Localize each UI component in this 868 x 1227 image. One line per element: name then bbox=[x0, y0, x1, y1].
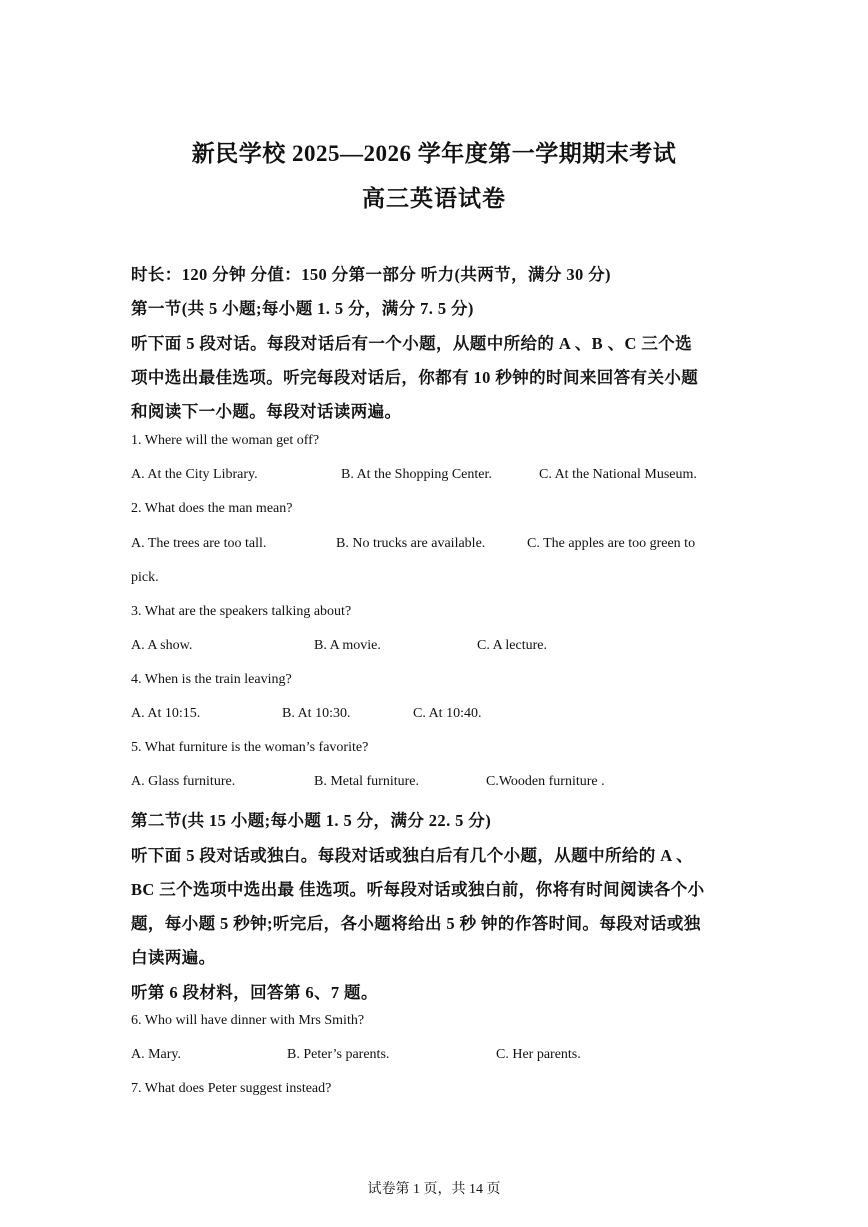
question-5-option-a: A. Glass furniture. bbox=[131, 774, 236, 789]
question-3-option-b: B. A movie. bbox=[314, 638, 381, 653]
question-4: 4. When is the train leaving? bbox=[131, 672, 292, 687]
question-2-option-b: B. No trucks are available. bbox=[336, 536, 486, 551]
question-2: 2. What does the man mean? bbox=[131, 501, 293, 516]
question-2-option-c: C. The apples are too green to bbox=[527, 536, 696, 551]
question-4-option-a: A. At 10:15. bbox=[131, 706, 201, 721]
question-5-option-c: C.Wooden furniture . bbox=[486, 774, 605, 789]
question-2-option-a: A. The trees are too tall. bbox=[131, 536, 267, 551]
question-5-option-b: B. Metal furniture. bbox=[314, 774, 419, 789]
question-2-option-c-wrap: pick. bbox=[131, 570, 159, 585]
section1-instruction-line: 项中选出最佳选项。听完每段对话后，你都有 10 秒钟的时间来回答有关小题 bbox=[131, 368, 699, 387]
question-6-option-c: C. Her parents. bbox=[496, 1047, 581, 1062]
question-3-option-a: A. A show. bbox=[131, 638, 193, 653]
question-6-option-b: B. Peter’s parents. bbox=[287, 1047, 390, 1062]
question-1-option-b: B. At the Shopping Center. bbox=[341, 467, 492, 482]
exam-subtitle: 高三英语试卷 bbox=[362, 186, 506, 211]
question-3-option-c: C. A lecture. bbox=[477, 638, 547, 653]
material-heading: 听第 6 段材料，回答第 6、7 题。 bbox=[131, 983, 378, 1002]
question-5: 5. What furniture is the woman’s favorite? bbox=[131, 740, 369, 755]
question-4-option-b: B. At 10:30. bbox=[282, 706, 351, 721]
section2-instruction-line: BC 三个选项中选出最 佳选项。听每段对话或独白前，你将有时间阅读各个小 bbox=[131, 880, 705, 899]
exam-title: 新民学校 2025—2026 学年度第一学期期末考试 bbox=[191, 141, 677, 166]
question-7: 7. What does Peter suggest instead? bbox=[131, 1081, 332, 1096]
page-footer: 试卷第 1 页，共 14 页 bbox=[367, 1182, 501, 1197]
section1-instruction-line: 听下面 5 段对话。每段对话后有一个小题，从题中所给的 A 、B 、C 三个选 bbox=[131, 334, 693, 353]
question-6: 6. Who will have dinner with Mrs Smith? bbox=[131, 1013, 365, 1028]
section1-heading: 第一节(共 5 小题;每小题 1. 5 分，满分 7. 5 分) bbox=[131, 299, 474, 318]
question-6-option-a: A. Mary. bbox=[131, 1047, 182, 1062]
question-3: 3. What are the speakers talking about? bbox=[131, 604, 352, 619]
question-1-option-c: C. At the National Museum. bbox=[539, 467, 697, 482]
section1-instruction-line: 和阅读下一小题。每段对话读两遍。 bbox=[131, 402, 402, 421]
info-line: 时长：120 分钟 分值：150 分第一部分 听力(共两节，满分 30 分) bbox=[131, 265, 611, 284]
section2-instruction-line: 白读两遍。 bbox=[131, 948, 216, 967]
question-4-option-c: C. At 10:40. bbox=[413, 706, 482, 721]
section2-instruction-line: 听下面 5 段对话或独白。每段对话或独白后有几个小题，从题中所给的 A 、 bbox=[131, 846, 694, 865]
section2-heading: 第二节(共 15 小题;每小题 1. 5 分，满分 22. 5 分) bbox=[131, 811, 492, 830]
question-1: 1. Where will the woman get off? bbox=[131, 433, 320, 448]
section2-instruction-line: 题，每小题 5 秒钟;听完后，各小题将给出 5 秒 钟的作答时间。每段对话或独 bbox=[131, 914, 701, 933]
question-1-option-a: A. At the City Library. bbox=[131, 467, 258, 482]
